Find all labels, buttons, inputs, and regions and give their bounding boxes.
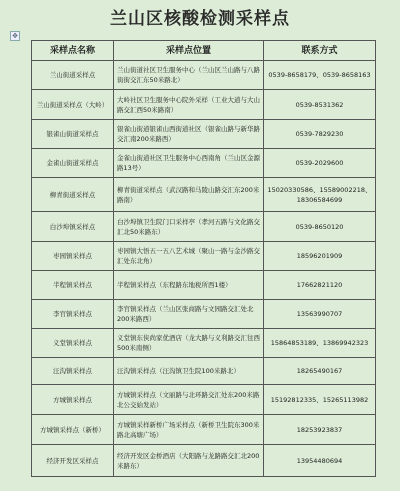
cell-phone: 0539-8658179、0539-8658163 xyxy=(264,61,376,90)
cell-phone: 15020330586、15589002218、18306584699 xyxy=(264,178,376,212)
table-row xyxy=(32,385,376,415)
cell-name: 经济开发区采样点 xyxy=(32,445,114,477)
table-move-handle-icon[interactable]: ✥ xyxy=(10,31,20,41)
cell-phone: 0539-8531362 xyxy=(264,90,376,120)
cell-phone: 17662821120 xyxy=(264,271,376,300)
table-row xyxy=(32,415,376,445)
cell-name: 李官镇采样点 xyxy=(32,300,114,329)
cell-location: 白沙埠镇卫生院门口采样亭（孝河五路与文化路交汇北50米路东） xyxy=(114,212,264,242)
cell-name: 半程镇采样点 xyxy=(32,271,114,300)
cell-phone: 13563990707 xyxy=(264,300,376,329)
cell-name: 柳青街道采样点 xyxy=(32,178,114,212)
cell-phone: 15192812335、15265113982 xyxy=(264,385,376,415)
cell-location: 方城镇采样点（文丽路与北环路交汇处东200米路北公交始发站） xyxy=(114,385,264,415)
cell-phone: 0539-2029600 xyxy=(264,149,376,178)
cell-name: 方城镇采样点 xyxy=(32,385,114,415)
cell-name: 白沙埠镇采样点 xyxy=(32,212,114,242)
table-header-row xyxy=(32,41,376,61)
cell-phone: 0539-7829230 xyxy=(264,120,376,149)
cell-name: 金雀山街道采样点 xyxy=(32,149,114,178)
cell-phone: 18253923837 xyxy=(264,415,376,445)
cell-name: 兰山街道采样点（大岭） xyxy=(32,90,114,120)
cell-location: 枣园镇大悟五一五八艺术城（聚山一路与金沙路交汇处东北角） xyxy=(114,242,264,271)
sampling-points-table xyxy=(31,40,376,477)
header-name: 采样点名称 xyxy=(32,41,114,61)
cell-phone: 18596201909 xyxy=(264,242,376,271)
table-row xyxy=(32,242,376,271)
cell-name: 兰山街道采样点 xyxy=(32,61,114,90)
cell-location: 兰山街道社区卫生服务中心（兰山区兰山路与八路街街交汇东50米路北） xyxy=(114,61,264,90)
cell-name: 银雀山街道采样点 xyxy=(32,120,114,149)
header-location: 采样点位置 xyxy=(114,41,264,61)
cell-location: 金雀山街道社区卫生服务中心西南角（兰山区金源路13号） xyxy=(114,149,264,178)
cell-name: 枣园镇采样点 xyxy=(32,242,114,271)
cell-phone: 15864853189、13869942323 xyxy=(264,329,376,358)
table-row xyxy=(32,90,376,120)
cell-location: 大岭社区卫生服务中心院外采样（工业大道与大山路交汇西50米路南） xyxy=(114,90,264,120)
cell-phone: 0539-8650120 xyxy=(264,212,376,242)
cell-phone: 18265490167 xyxy=(264,358,376,385)
document-title: 兰山区核酸检测采样点 xyxy=(110,9,290,29)
cell-location: 汪沟镇采样点（汪沟镇卫生院100米路北） xyxy=(114,358,264,385)
table-row xyxy=(32,149,376,178)
table-row xyxy=(32,445,376,477)
cell-location: 经济开发区金桥酒店（大阳路与龙路路交汇北200米路东） xyxy=(114,445,264,477)
cell-location: 义堂镇东侠尚家优酒店（龙大路与义利路交汇往西500米南侧） xyxy=(114,329,264,358)
table-row xyxy=(32,329,376,358)
table-row xyxy=(32,120,376,149)
cell-location: 半程镇采样点（东程路东地税所西1楼） xyxy=(114,271,264,300)
cell-name: 义堂镇采样点 xyxy=(32,329,114,358)
cell-location: 李官镇采样点（兰山区张商路与文园路交汇处北200米路西） xyxy=(114,300,264,329)
table-row xyxy=(32,178,376,212)
cell-location: 银雀山街道银雀山西街道社区（银雀山路与新华路交汇南200米路西） xyxy=(114,120,264,149)
cell-phone: 13954480694 xyxy=(264,445,376,477)
header-phone: 联系方式 xyxy=(264,41,376,61)
table-row xyxy=(32,358,376,385)
table-row xyxy=(32,212,376,242)
table-row xyxy=(32,300,376,329)
table-row xyxy=(32,271,376,300)
cell-location: 柳青街道采样点（武汉路和马陵山路交汇东200米路南） xyxy=(114,178,264,212)
cell-name: 汪沟镇采样点 xyxy=(32,358,114,385)
cell-name: 方城镇采样点（新桥） xyxy=(32,415,114,445)
table-row xyxy=(32,61,376,90)
cell-location: 方城镇采样新桥广场采样点（新桥卫生院东300米路北高塘广场） xyxy=(114,415,264,445)
